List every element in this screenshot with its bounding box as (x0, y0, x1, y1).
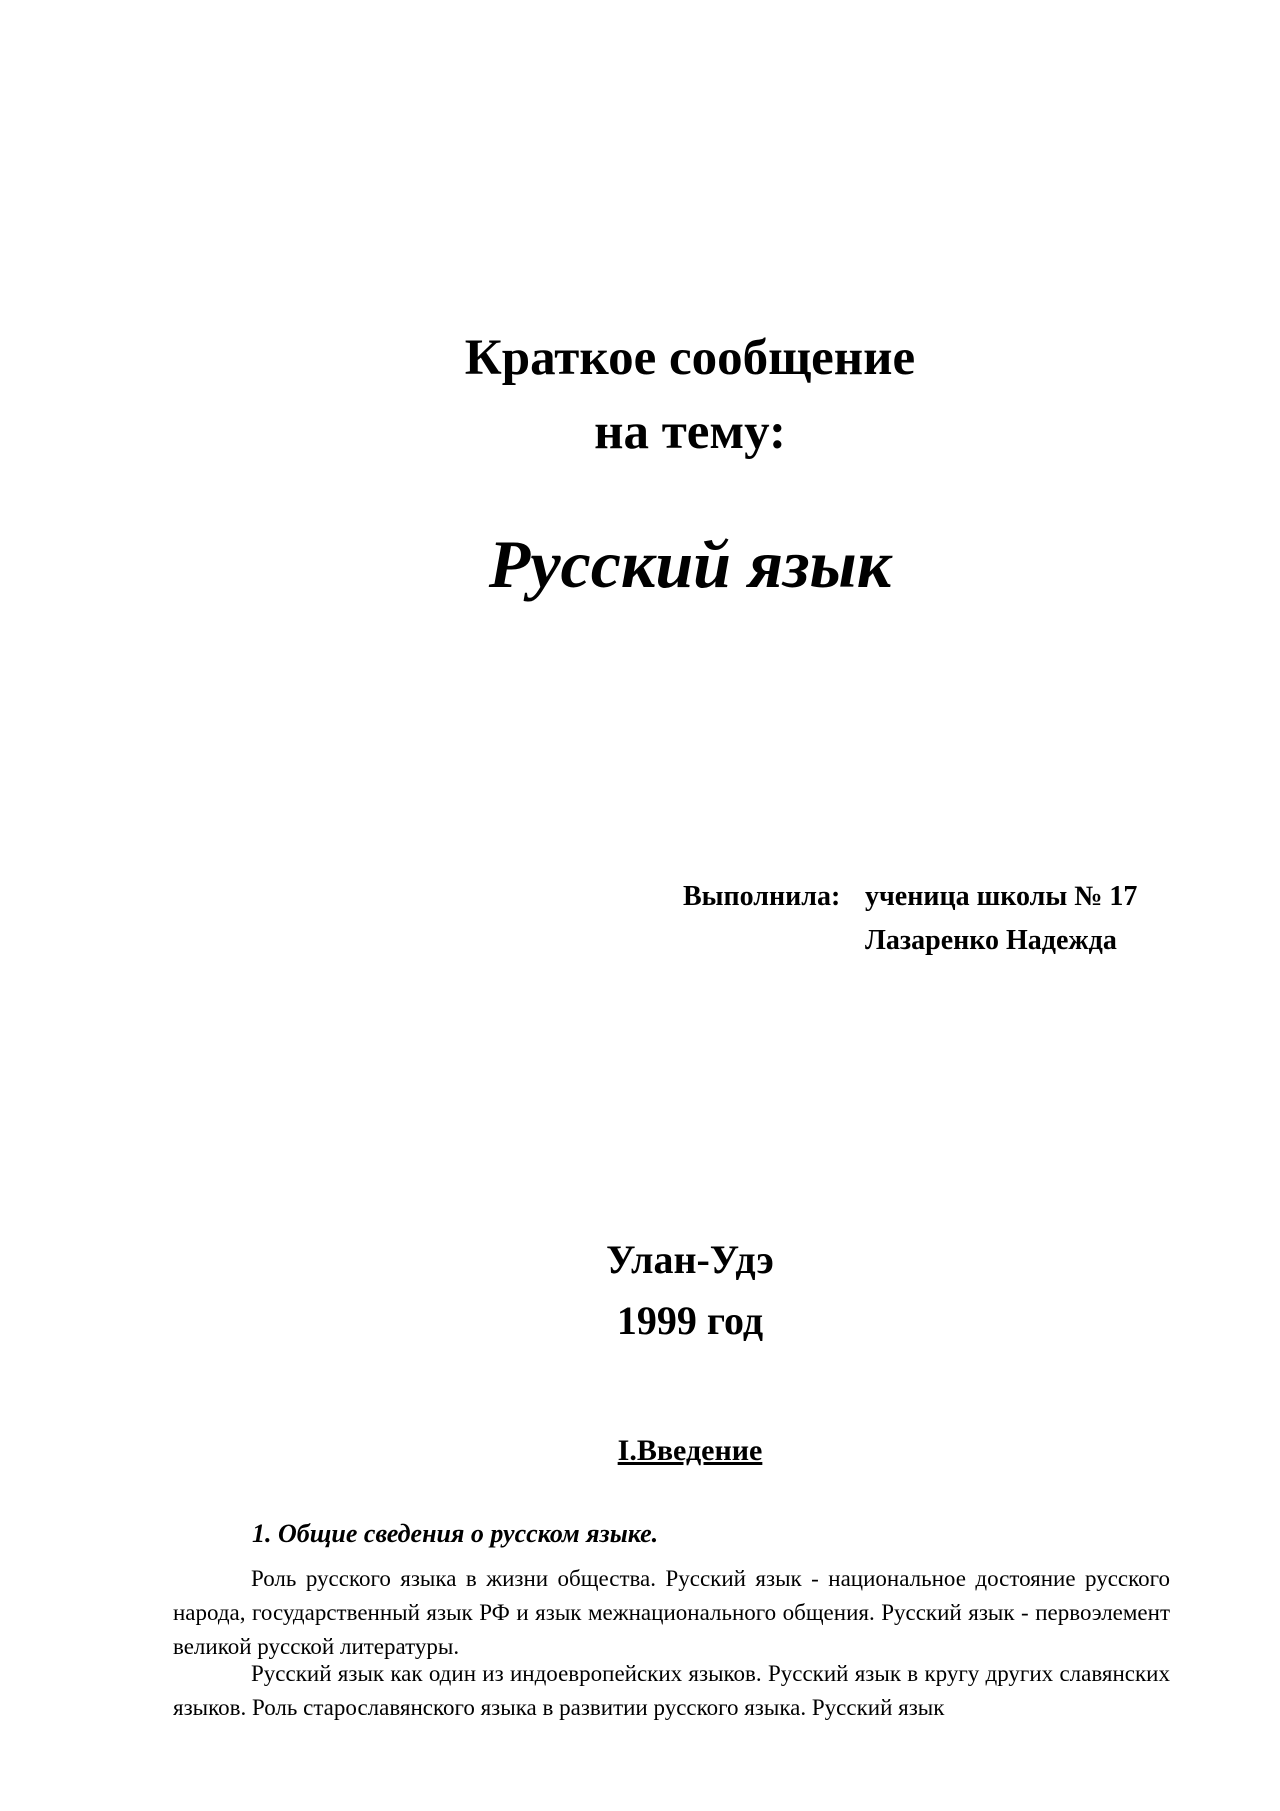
paragraph: Роль русского языка в жизни общества. Русский язык - национальное достояние русского народа, государственный язык РФ и язык межнационального общения. Русский язык - первоэлемент великой русской литературы. (173, 1566, 1170, 1659)
city: Улан-Удэ (606, 1237, 774, 1282)
author-label: Выполнила: (683, 881, 841, 912)
subsection-heading: 1. Общие сведения о русском языке. (252, 1519, 659, 1548)
paragraph: Русский язык как один из индоевропейских языков. Русский язык в кругу других славянских языков. Роль старославянского языка в развитии русского языка. Русский язык (173, 1661, 1170, 1720)
main-title: Русский язык (488, 526, 892, 602)
title-line-2: на тему: (594, 404, 786, 460)
year: 1999 год (616, 1298, 764, 1343)
author-line-1: ученица школы № 17 (865, 881, 1138, 912)
section-heading: I.Введение (617, 1434, 763, 1467)
title-line-1: Краткое сообщение (464, 330, 916, 386)
author-line-2: Лазаренко Надежда (865, 925, 1117, 956)
